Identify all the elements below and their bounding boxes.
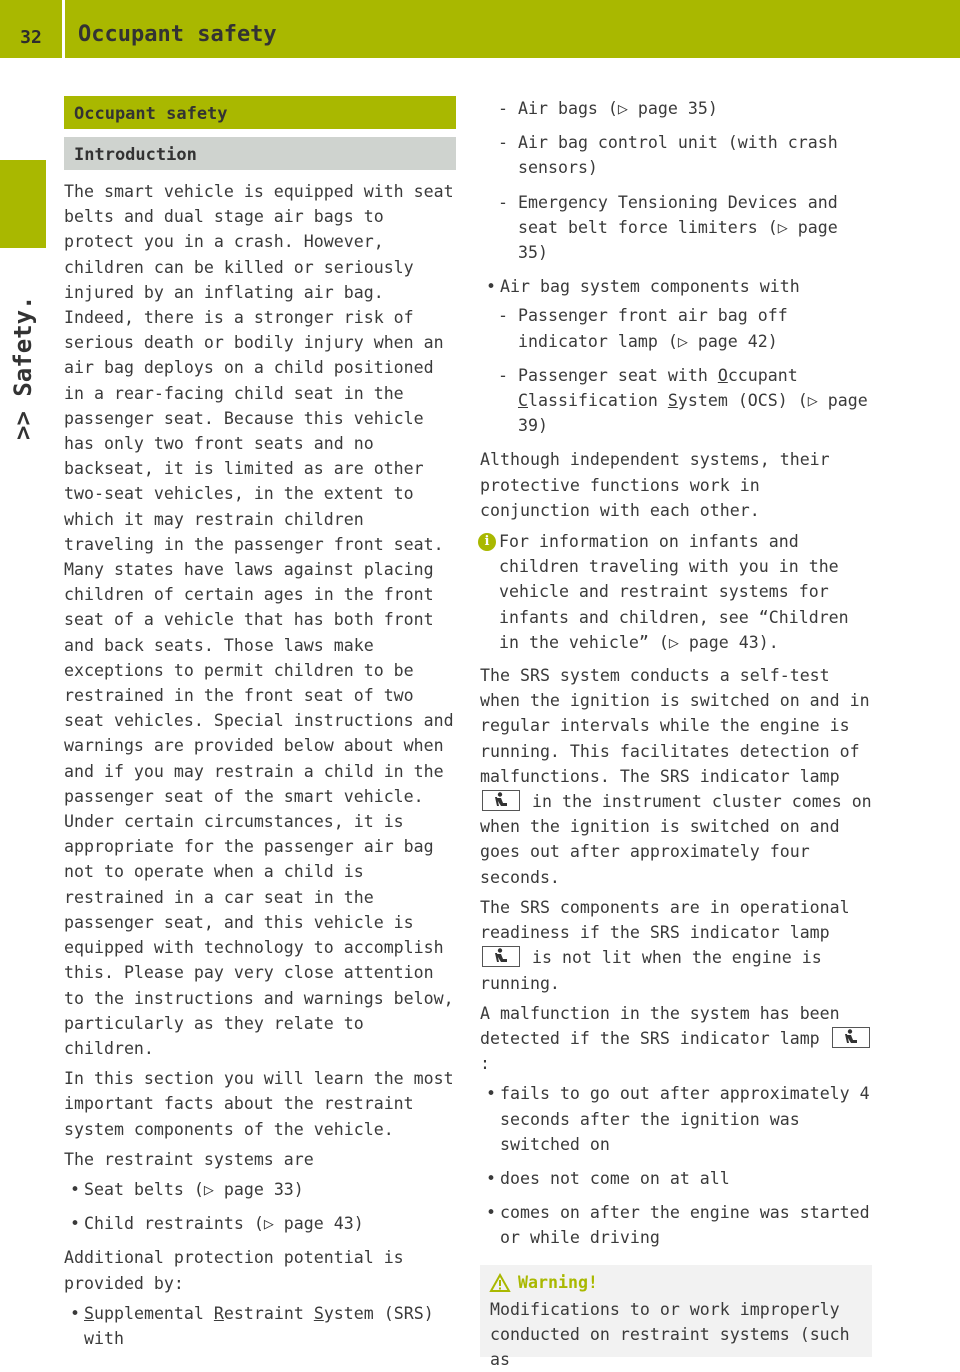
self-test-paragraph: The SRS system conducts a self-test when the ignition is switched on and in regular intervals while the engine is running. This facilitates detection of malfunctions. The SRS indicator lamp in the instrument cluster comes on when the ignition is switched on and goes out after approximately four seconds. <box>480 666 872 887</box>
sub-list-item: - Air bags (▷ page 35) <box>480 96 872 121</box>
systems-paragraph: Although independent systems, their protective functions work in conjunction with each other. <box>480 450 830 520</box>
sub-list-item: - Passenger front air bag off indicator lamp (▷ page 42) <box>480 303 872 353</box>
srs-list-item: • Supplemental Restraint System (SRS) with <box>64 1301 456 1351</box>
section-heading: Occupant safety <box>64 96 456 129</box>
srs-indicator-icon <box>832 1027 870 1048</box>
side-tab-label: >> Safety. <box>9 295 37 440</box>
info-icon: i <box>478 533 496 551</box>
srs-indicator-icon <box>482 790 520 811</box>
list-item: • does not come on at all <box>480 1166 872 1191</box>
page-header <box>0 0 960 58</box>
malfunction-paragraph: A malfunction in the system has been detected if the SRS indicator lamp : <box>480 1001 872 1077</box>
warning-text: Modifications to or work improperly conducted on restraint systems (such as <box>490 1299 850 1369</box>
readiness-paragraph: The SRS components are in operational readiness if the SRS indicator lamp is not lit when the engine is running. <box>480 897 850 993</box>
info-note <box>480 529 872 655</box>
section-subheading: Introduction <box>64 137 456 170</box>
page-number: 32 <box>20 27 42 48</box>
header-title: Occupant safety <box>78 22 277 47</box>
warning-title: Warning! <box>490 1269 862 1297</box>
info-text: For information on infants and children traveling with you in the vehicle and restraint systems for infants and children, see “Children in the vehicle” (▷ page 43). <box>499 532 849 652</box>
intro-paragraph: The smart vehicle is equipped with seat belts and dual stage air bags to protect you in a crash. However, children can be killed or seriously injured by an inflating air bag. Indeed, there is a stronger risk of serious death or bodily injury when an air bag deploys on a child positioned in a rear-facing child seat in the passenger seat. Because this vehicle has only two front seats and no backseat, it is limited as are other two-seat vehicles, in the extent to which it may restrain children traveling in the passenger front seat. Many states have laws against placing children of certain ages in the front seat of a vehicle that has both front and back seats. Those laws make exceptions to permit children to be restrained in the front seat of two seat vehicles. Special instructions and warnings are provided below about when and if you may restrain a child in the passenger seat of the smart vehicle. Under certain circumstances, it is appropriate for the passenger air bag not to operate when a child is restrained in a car seat in the passenger seat, and this vehicle is equipped with technology to accomplish this. Please pay very close attention to the instructions and warnings below, particularly as they relate to children. <box>64 182 454 1058</box>
srs-indicator-icon <box>482 946 520 967</box>
list-item: • Air bag system components with <box>480 274 872 299</box>
right-column <box>480 96 872 1369</box>
section-paragraph: In this section you will learn the most important facts about the restraint system components of the vehicle. <box>64 1069 454 1139</box>
list-item: • Child restraints (▷ page 43) <box>64 1211 456 1236</box>
list-item: • Seat belts (▷ page 33) <box>64 1177 456 1202</box>
warning-triangle-icon <box>490 1274 510 1292</box>
header-divider <box>62 0 65 58</box>
warning-box <box>480 1265 872 1369</box>
sub-list-item: - Emergency Tensioning Devices and seat belt force limiters (▷ page 35) <box>480 190 872 266</box>
additional-protection-paragraph: Additional protection potential is provided by: <box>64 1248 404 1293</box>
restraint-systems-paragraph: The restraint systems are <box>64 1149 314 1169</box>
left-column <box>64 96 456 1360</box>
ocs-sub-list-item: - Passenger seat with Occupant Classification System (OCS) (▷ page 39) <box>480 363 872 439</box>
sub-list-item: - Air bag control unit (with crash sensors) <box>480 130 872 180</box>
list-item: • comes on after the engine was started or while driving <box>480 1200 872 1250</box>
list-item: • fails to go out after approximately 4 seconds after the ignition was switched on <box>480 1081 872 1157</box>
